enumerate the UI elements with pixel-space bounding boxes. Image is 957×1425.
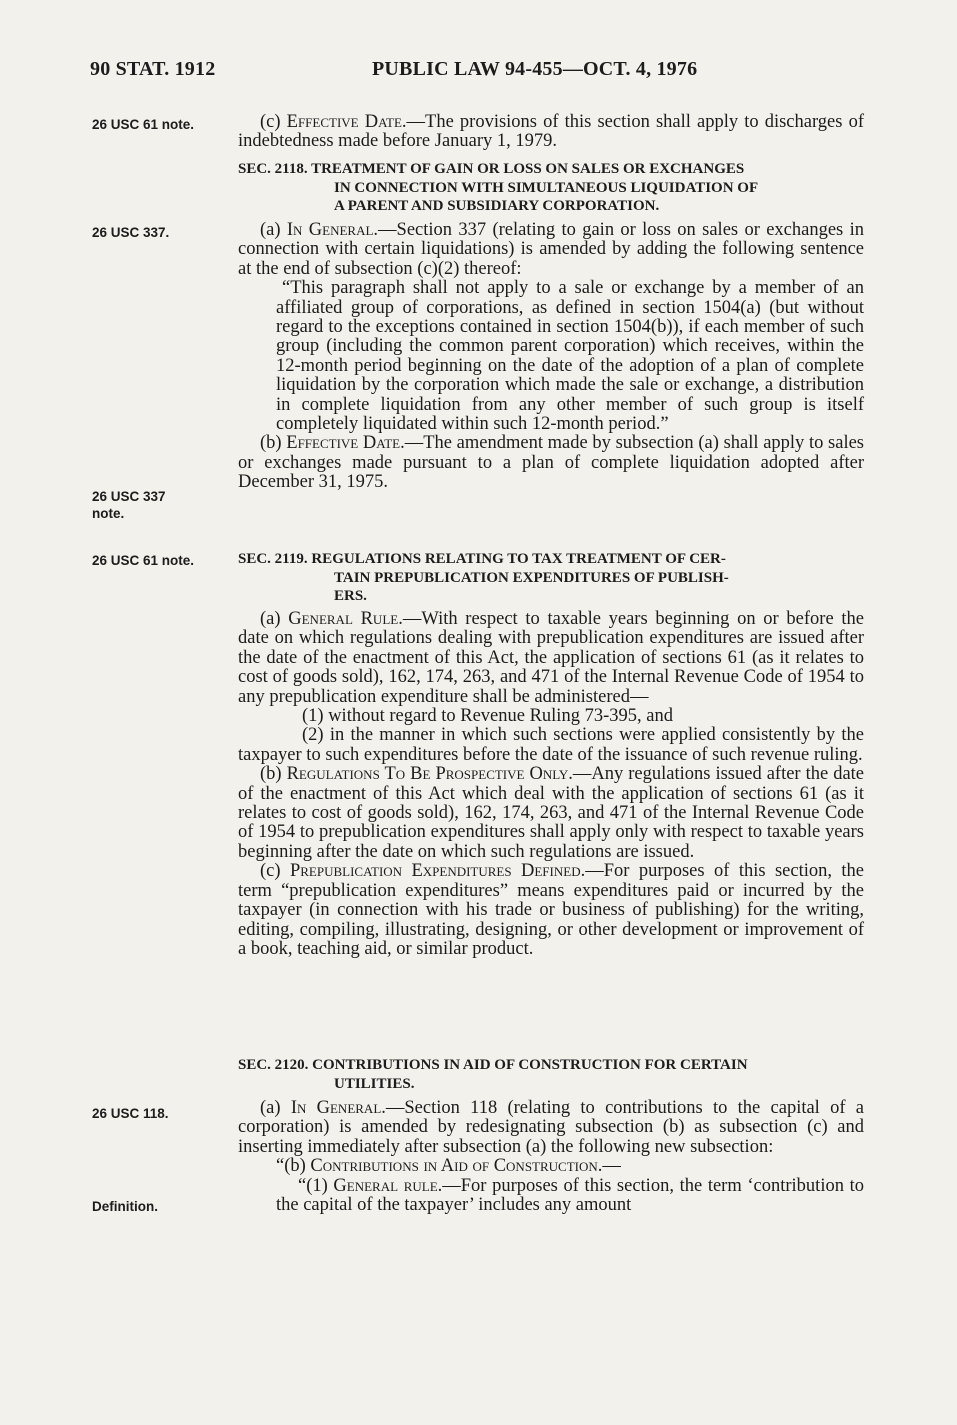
para-heading: Regulations To Be Prospective Only.: [286, 764, 573, 785]
sec-2118-body: [238, 221, 864, 493]
section-heading: [238, 160, 864, 216]
quoted-amendment: “This paragraph shall not apply to a sale or exchange by a member of an affiliated group of corporations, as defined in section 1504(a) (but without regard to the exceptions contained in section 1504(b)), if each member of such group (including the common parent corporation) which receives, within the 12-month period beginning on the date of the adoption of a plan of complete liquidation by the corporation which made the sale or exchange, a distribution in complete liquidation from any other member of such group is itself completely liquidated within such 12-month period.”: [276, 278, 864, 435]
paragraph: [238, 765, 864, 862]
sec-2120-body: [238, 1099, 864, 1215]
para-heading: In General.: [290, 1098, 386, 1118]
paragraph: [238, 862, 864, 959]
paragraph: [276, 1177, 864, 1216]
margin-note: Definition.: [92, 1199, 158, 1214]
paragraph: [238, 434, 864, 492]
para-text: —For purposes of this section, the term “prepublication expenditures” means expenditures paid or incurred by the taxpayer (in connection with his trade or business of publishing) for the writing, editing, compiling, illustrating, designing, or other development or improvement of a book, teaching aid, or similar product.: [238, 861, 864, 959]
paragraph: [238, 113, 864, 152]
paragraph: [238, 1157, 864, 1176]
list-item: (2) in the manner in which such sections were applied consistently by the taxpayer to such expenditures before the date of the issuance of such revenue ruling.: [238, 725, 864, 765]
section-heading-line: SEC. 2118. TREATMENT OF GAIN OR LOSS ON SALES OR EXCHANGES: [238, 161, 745, 177]
para-heading: General Rule.: [288, 609, 403, 629]
section-heading: [238, 1056, 864, 1093]
para-label: (a): [260, 1098, 291, 1118]
statute-page-number: 90 STAT. 1912: [90, 58, 216, 80]
para-label: (c): [260, 861, 290, 882]
para-text: —Section 118 (relating to contributions to the capital of a corporation) is amended by redesignating subsection (b) as subsection (c) and inserting immediately after subsection (a) the following new subsection:: [238, 1098, 864, 1157]
running-title: PUBLIC LAW 94-455—OCT. 4, 1976: [372, 58, 698, 80]
section-heading-line: ERS.: [334, 588, 367, 604]
para-text: —The provisions of this section shall apply to discharges of indebtedness made before January 1, 1979.: [238, 112, 864, 152]
para-label: (b): [260, 764, 287, 785]
para-heading: Contributions in Aid of Construction.: [310, 1156, 603, 1177]
para-text: —: [602, 1156, 621, 1177]
section-heading-line: SEC. 2120. CONTRIBUTIONS IN AID OF CONSTRUCTION FOR CERTAIN: [238, 1057, 748, 1073]
para-text: —The amendment made by subsection (a) shall apply to sales or exchanges made pursuant to a plan of complete liquidation adopted after December 31, 1975.: [238, 433, 864, 493]
page-header: [90, 58, 870, 86]
para-label: (a): [260, 220, 287, 240]
para-text: —For purposes of this section, the term ‘contribution to the capital of the taxpayer’ includes any amount: [276, 1175, 864, 1216]
para-label: (c): [260, 112, 287, 132]
para-label: (b): [260, 433, 287, 454]
section-heading-line: SEC. 2119. REGULATIONS RELATING TO TAX TREATMENT OF CER-: [238, 551, 726, 567]
para-heading: General rule.: [333, 1175, 443, 1196]
sec-2117-c: [238, 113, 864, 152]
sec-2120: [238, 1056, 864, 1093]
section-heading-line: IN CONNECTION WITH SIMULTANEOUS LIQUIDATION OF: [334, 179, 759, 196]
section-heading-line: UTILITIES.: [334, 1075, 415, 1092]
sec-2119-body: [238, 610, 864, 959]
para-text: —With respect to taxable years beginning on or before the date on which regulations dealing with prepublication expenditures are issued after the date of the enactment of this Act, the application of sections 61 (as it relates to cost of goods sold), 162, 174, 263, and 471 of the Internal Revenue Code of 1954 to any prepublication expenditure shall be administered—: [238, 609, 864, 707]
para-text: —Section 337 (relating to gain or loss on sales or exchanges in connection with certain liquidations) is amended by adding the following sentence at the end of subsection (c)(2) thereof:: [238, 220, 864, 279]
para-heading: Prepublication Expenditures Defined.: [289, 861, 586, 882]
margin-note-line: 26 USC 337: [92, 489, 166, 504]
sec-2118: [238, 160, 864, 216]
para-label: (a): [260, 609, 289, 629]
section-heading-line: A PARENT AND SUBSIDIARY CORPORATION.: [334, 198, 660, 214]
paragraph: [238, 1099, 864, 1157]
margin-note: 26 USC 337.: [92, 225, 170, 240]
section-heading-line: TAIN PREPUBLICATION EXPENDITURES OF PUBLISH-: [334, 569, 729, 586]
para-text: —Any regulations issued after the date of the enactment of this Act which deal with the application of sections 61 (as it relates to cost of goods sold), 162, 174, 263, and 471 of the Internal Revenue Code of 1954 to prepublication expenditures shall apply only with respect to taxable years beginning after the date on which such regulations are issued.: [238, 764, 864, 862]
list-item: (1) without regard to Revenue Ruling 73-395, and: [302, 706, 673, 727]
para-label: “(b): [276, 1156, 311, 1177]
margin-note: 26 USC 118.: [92, 1106, 169, 1121]
para-heading: In General.: [286, 220, 379, 240]
section-heading: [238, 550, 864, 606]
margin-note-line: note.: [92, 506, 125, 521]
para-label: “(1): [298, 1175, 334, 1196]
margin-note: 26 USC 61 note.: [92, 117, 195, 132]
margin-note: [92, 488, 232, 522]
margin-note: 26 USC 61 note.: [92, 553, 195, 568]
para-heading: Effective Date.: [286, 433, 405, 454]
paragraph: [238, 610, 864, 707]
para-heading: Effective Date.: [286, 112, 407, 132]
paragraph: [238, 221, 864, 279]
sec-2119: [238, 550, 864, 606]
